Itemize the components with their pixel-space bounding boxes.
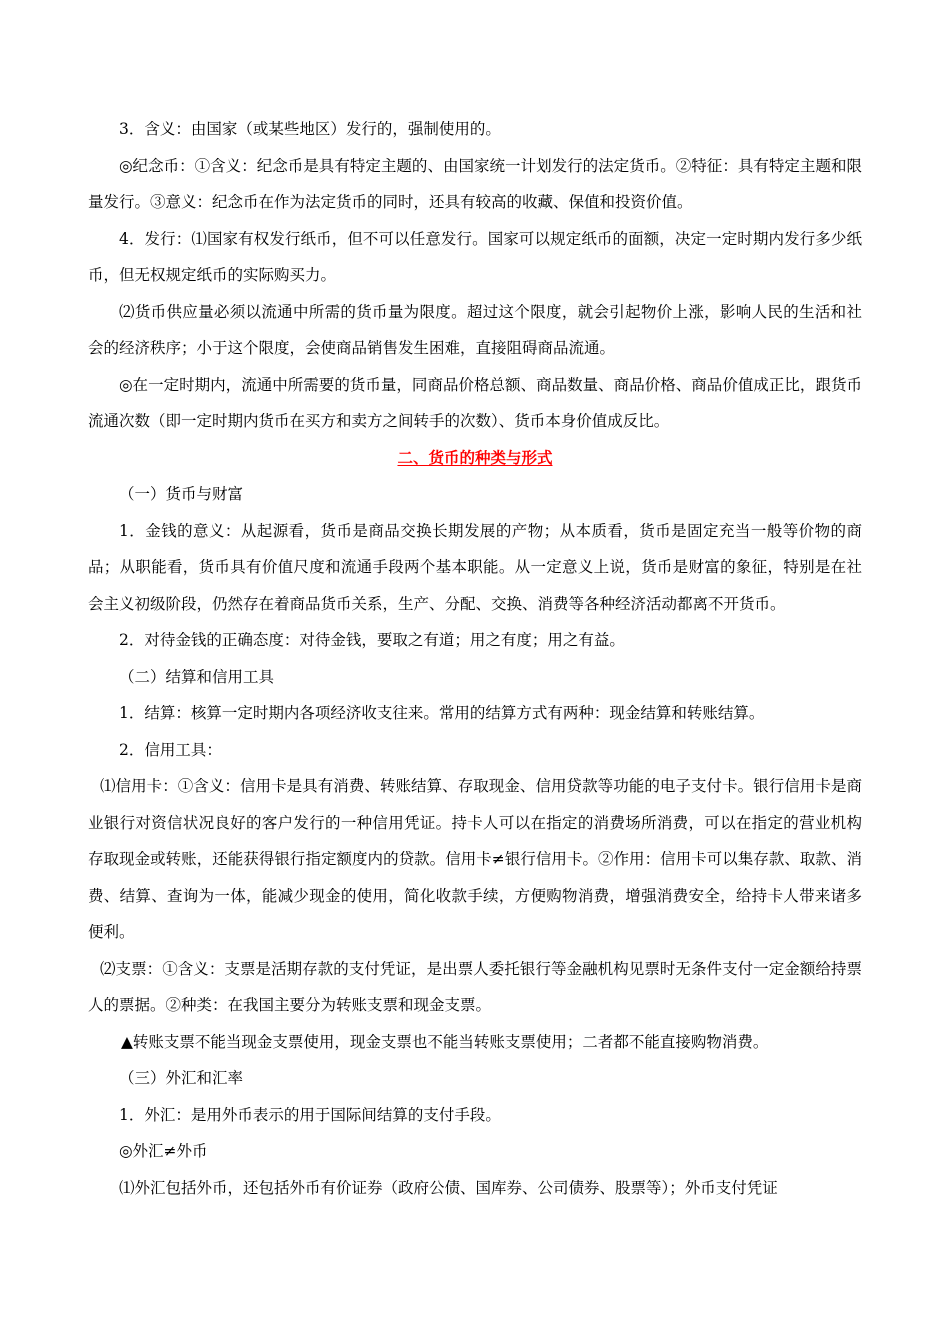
subheading-money-wealth: （一）货币与财富 (119, 485, 244, 503)
paragraph-cheque: ⑵支票：①含义：支票是活期存款的支付凭证，是出票人委托银行等金融机构见票时无条件支付一定金额给持票人的票据。②种类：在我国主要分为转账支票和现金支票。 (88, 959, 862, 1014)
paragraph-forex-not-currency: ◎外汇≠外币 (119, 1142, 208, 1160)
subheading-settlement-credit: （二）结算和信用工具 (119, 667, 275, 686)
paragraph-money-supply: ⑵货币供应量必须以流通中所需的货币量为限度。超过这个限度，就会引起物价上涨，影响人民的生活和社会的经济秩序；小于这个限度，会使商品销售发生困难，直接阻碍商品流通。 (88, 302, 862, 357)
subheading-forex: （三）外汇和汇率 (119, 1069, 244, 1087)
paragraph-cheque-note: ▲转账支票不能当现金支票使用，现金支票也不能当转账支票使用；二者都不能直接购物消费。 (121, 1032, 769, 1051)
paragraph-commemorative-coin: ◎纪念币：①含义：纪念币是具有特定主题的、由国家统一计划发行的法定货币。②特征：具有特定主题和限量发行。③意义：纪念币在作为法定货币的同时，还具有较高的收藏、保值和投资价值。 (88, 156, 862, 211)
paragraph-credit-tools: 2．信用工具： (119, 740, 222, 759)
paragraph-settlement: 1．结算：核算一定时期内各项经济收支往来。常用的结算方式有两种：现金结算和转账结算。 (119, 704, 765, 722)
paragraph-forex-definition: 1．外汇：是用外币表示的用于国际间结算的支付手段。 (119, 1105, 501, 1124)
section-heading: 二、货币的种类与形式 (397, 447, 553, 467)
paragraph-credit-card: ⑴信用卡：①含义：信用卡是具有消费、转账结算、存取现金、信用贷款等功能的电子支付卡。银行信用卡是商业银行对资信状况良好的客户发行的一种信用凭证。持卡人可以在指定的消费场所消费，可以在指定的营业机构存取现金或转账，还能获得银行指定额度内的贷款。信用卡≠银行信用卡。②作用：信用卡可以集存款、取款、消费、结算、查询为一体，能减少现金的使用，简化收款手续，方便购物消费，增强消费安全，给持卡人带来诸多便利。 (88, 777, 862, 941)
paragraph-forex-includes: ⑴外汇包括外币，还包括外币有价证券（政府公债、国库券、公司债券、股票等）；外币支付凭证 (119, 1178, 778, 1197)
paragraph-meaning-of-money: 1．金钱的意义：从起源看，货币是商品交换长期发展的产物；从本质看，货币是固定充当一般等价物的商品；从职能看，货币具有价值尺度和流通手段两个基本职能。从一定意义上说，货币是财富的象征，特别是在社会主义初级阶段，仍然存在着商品货币关系，生产、分配、交换、消费等各种经济活动都离不开货币。 (88, 521, 862, 613)
paragraph-definition: 3．含义：由国家（或某些地区）发行的，强制使用的。 (119, 120, 501, 138)
paragraph-attitude-money: 2．对待金钱的正确态度：对待金钱，要取之有道；用之有度；用之有益。 (119, 631, 625, 649)
paragraph-money-needed: ◎在一定时期内，流通中所需要的货币量，同商品价格总额、商品数量、商品价格、商品价值成正比，跟货币流通次数（即一定时期内货币在买方和卖方之间转手的次数）、货币本身价值成反比。 (88, 375, 862, 430)
paragraph-issuance: 4．发行：⑴国家有权发行纸币，但不可以任意发行。国家可以规定纸币的面额，决定一定时期内发行多少纸币，但无权规定纸币的实际购买力。 (88, 229, 862, 284)
